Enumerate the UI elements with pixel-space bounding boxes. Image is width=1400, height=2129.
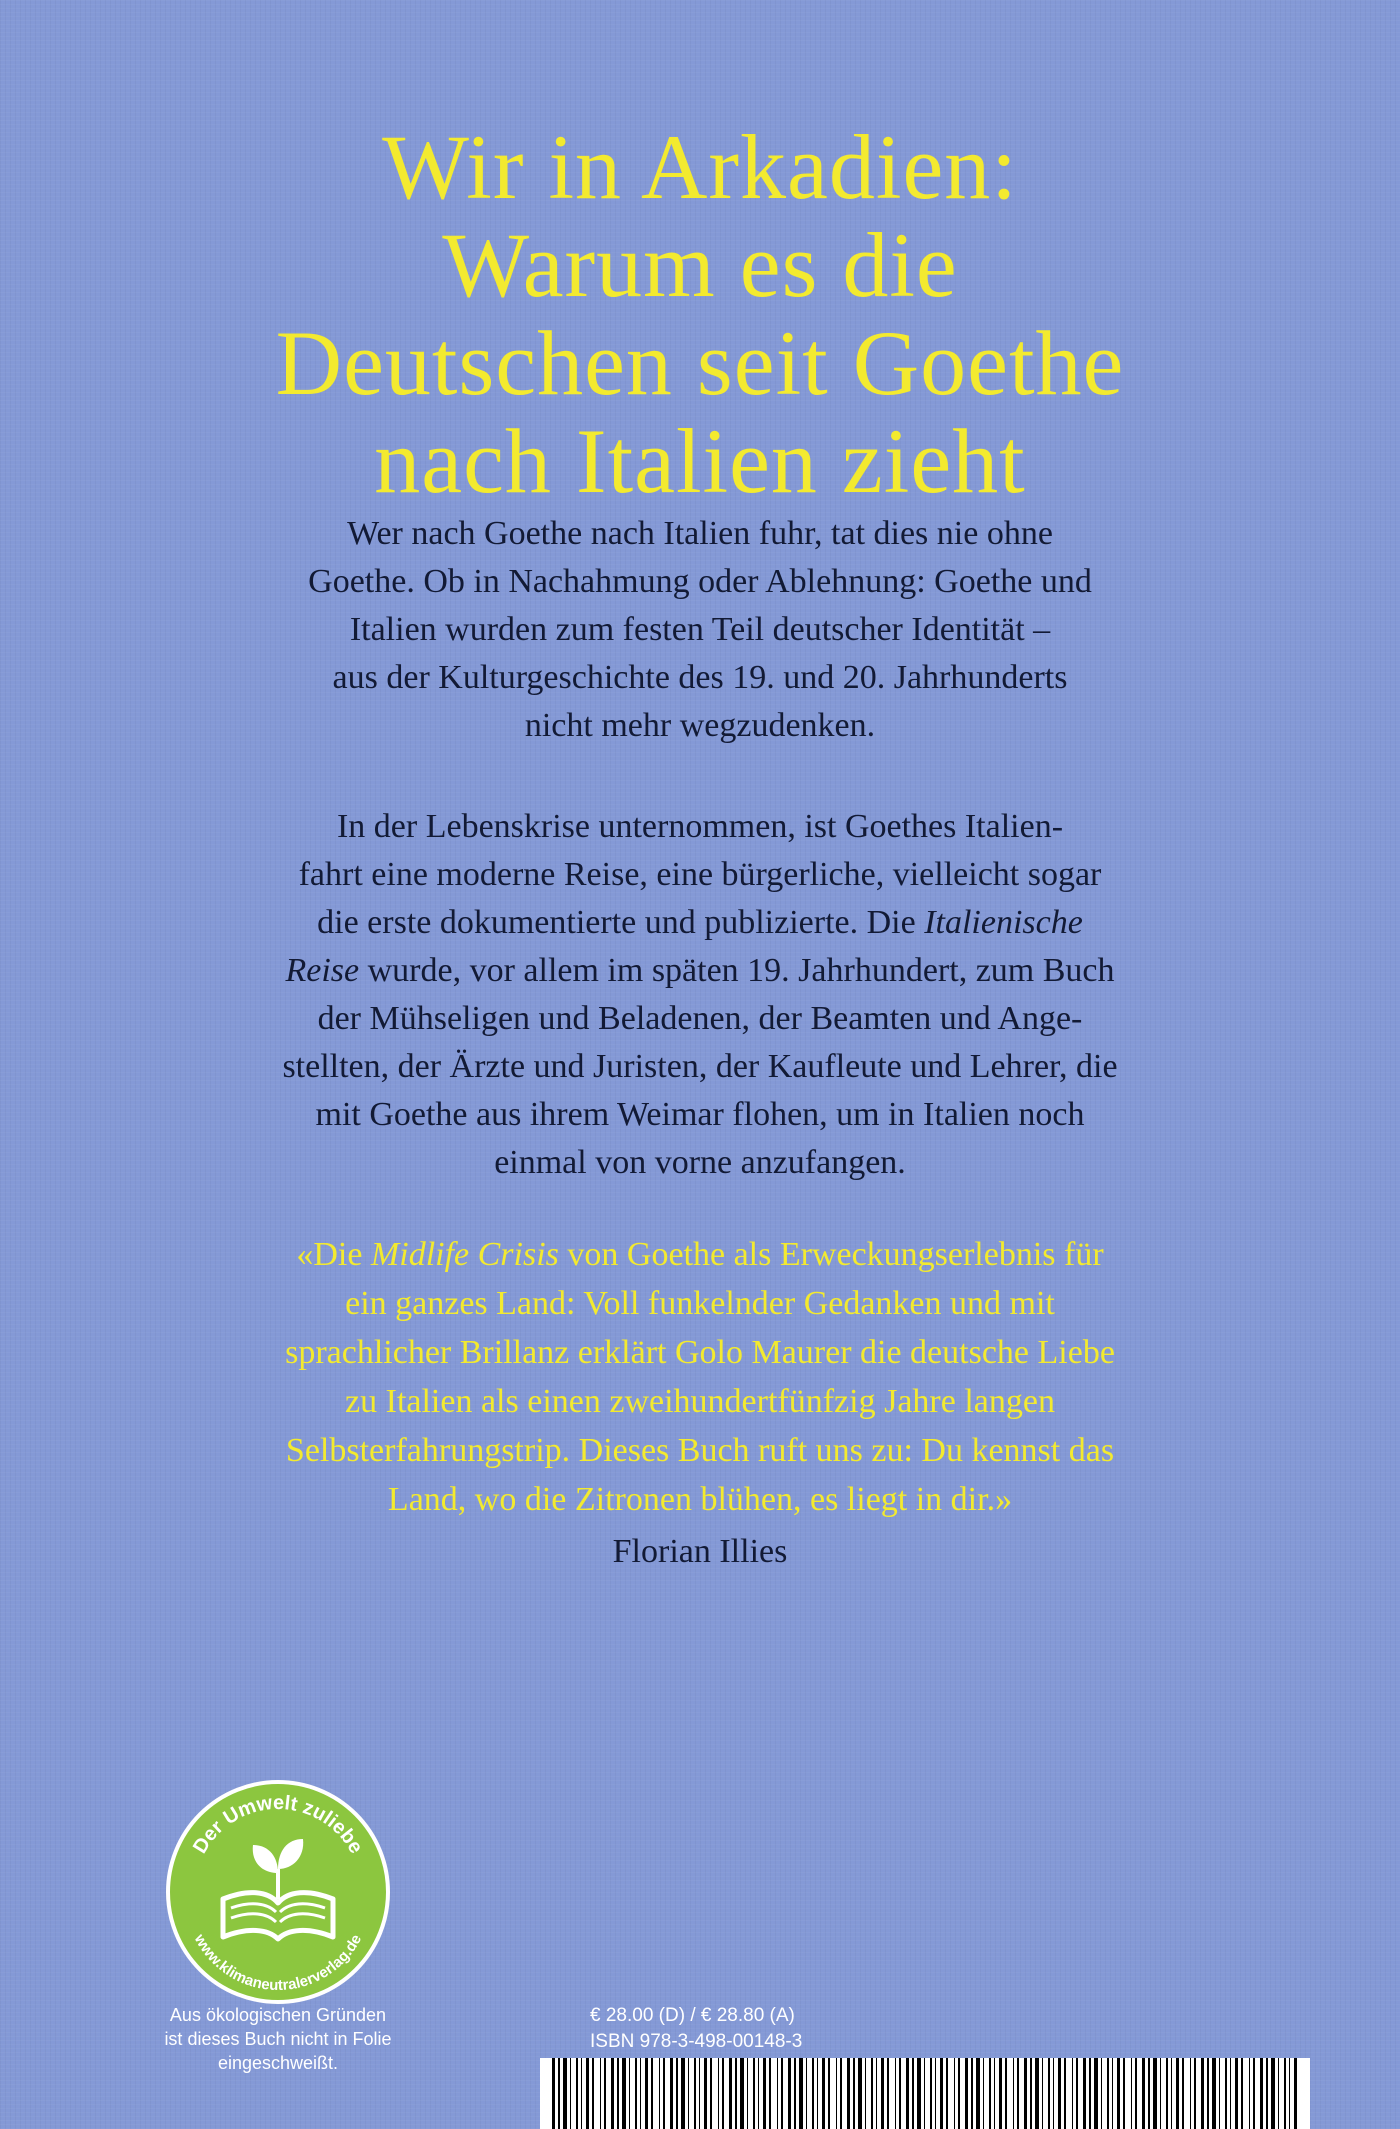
headline-line: Warum es die [442,214,958,316]
isbn-label: ISBN 978-3-498-00148-3 [590,2031,803,2052]
barcode-bar [586,2058,589,2129]
barcode-bar [681,2058,685,2129]
price-info [590,2003,950,2055]
barcode-bar [1235,2058,1238,2129]
quote-italic: Midlife Crisis [370,1236,559,1273]
paragraph-line: fahrt eine moderne Reise, eine bürgerliche, vielleicht sogar [298,856,1102,893]
barcode-bar [881,2058,884,2129]
barcode-bar [1131,2058,1132,2129]
headline [0,118,1400,510]
barcode-bar [777,2058,778,2129]
barcode-bar [1035,2058,1039,2129]
quote-author: Florian Illies [612,1533,788,1570]
barcode-bar [611,2058,614,2129]
barcode-bar [1271,2058,1275,2129]
barcode-bar [794,2058,796,2129]
eco-note-line: eingeschweißt. [217,2053,339,2073]
barcode-bar [871,2058,873,2129]
barcode-bar [1089,2058,1091,2129]
barcode-bar [1171,2058,1172,2129]
barcode-bar [758,2058,759,2129]
barcode-bar [1182,2058,1184,2129]
barcode-bar [924,2058,925,2129]
eco-badge [163,1777,393,2007]
paragraph-line: aus der Kulturgeschichte des 19. und 20. Jahrhunderts [332,659,1068,696]
barcode-bar [840,2058,842,2129]
barcode-bar [940,2058,943,2129]
barcode-bar [989,2058,991,2129]
barcode-bar [1249,2058,1250,2129]
eco-badge-graphic [163,1777,393,2007]
barcode-bar [1107,2058,1109,2129]
barcode-bar [806,2058,807,2129]
barcode-bar [769,2058,771,2129]
barcode-bar [640,2058,641,2129]
paragraph-line: Wer nach Goethe nach Italien fuhr, tat dies nie ohne [347,515,1053,552]
paragraph-line: Goethe. Ob in Nachahmung oder Ablehnung: Goethe und [308,563,1092,600]
barcode-bar [1260,2058,1263,2129]
paragraph-line: mit Goethe aus ihrem Weimar flohen, um in Italien noch [315,1096,1085,1133]
barcode-bar [1148,2058,1150,2129]
barcode-bar [1225,2058,1227,2129]
barcode-bar [1284,2058,1286,2129]
review-quote [160,1230,1240,1524]
barcode-bar [1160,2058,1161,2129]
barcode-bar [576,2058,578,2129]
barcode-bar [1190,2058,1191,2129]
book-title-italic: Italienische [924,904,1083,941]
barcode-bar [965,2058,968,2129]
quote-line: Land, wo die Zitronen blühen, es liegt in dir.» [387,1481,1013,1518]
quote-line: sprachlicher Brillanz erklärt Golo Maurer die deutsche Liebe [285,1334,1115,1371]
barcode-bar [747,2058,748,2129]
barcode-bar [663,2058,665,2129]
barcode-bar [822,2058,825,2129]
barcode-bar [853,2058,855,2129]
barcode-bar [1112,2058,1113,2129]
barcode-bar [1064,2058,1066,2129]
barcode-bar [735,2058,737,2129]
eco-note-line: Aus ökologischen Gründen [169,2005,387,2025]
barcode-bar [1123,2058,1125,2129]
barcode-bar [887,2058,889,2129]
barcode-bar [1013,2058,1014,2129]
barcode-bar [999,2058,1002,2129]
barcode-bar [1048,2058,1050,2129]
barcode-bar [895,2058,896,2129]
barcode-bar [812,2058,814,2129]
barcode-bar [1135,2058,1137,2129]
barcode-bar [1212,2058,1216,2129]
barcode-bar [729,2058,732,2129]
barcode-bar [1253,2058,1255,2129]
price-label: € 28.00 (D) / € 28.80 (A) [590,2005,795,2026]
barcode-bar [1024,2058,1027,2129]
headline-line: Wir in Arkadien: [382,116,1018,218]
barcode-bar [954,2058,955,2129]
barcode-bar [876,2058,877,2129]
barcode-bar [976,2058,980,2129]
barcode-bar [699,2058,700,2129]
paragraph-line: einmal von vorne anzufangen. [494,1144,906,1181]
barcode-bar [617,2058,619,2129]
barcode-bar [1053,2058,1054,2129]
barcode-bar [1219,2058,1220,2129]
barcode-bar [704,2058,707,2129]
barcode-bar [645,2058,648,2129]
barcode-bar [592,2058,594,2129]
barcode-bar [1005,2058,1007,2129]
barcode-bar [688,2058,689,2129]
blurb-paragraph-2 [180,803,1220,1187]
barcode-bar [1266,2058,1268,2129]
barcode-bar [722,2058,724,2129]
headline-line: nach Italien zieht [374,410,1026,512]
barcode-bar [552,2058,555,2129]
paragraph-text: die erste dokumentierte und publizierte. Die [317,904,925,941]
blurb-paragraph-1 [180,510,1220,750]
headline-line: Deutschen seit Goethe [275,312,1125,414]
quote-line: ein ganzes Land: Voll funkelnder Gedanken und mit [345,1285,1055,1322]
paragraph-line [180,899,1220,947]
barcode-bar [912,2058,914,2129]
barcode-bar [563,2058,567,2129]
barcode-bar [858,2058,862,2129]
book-title-italic: Reise [285,952,360,989]
barcode-bar [1166,2058,1168,2129]
paragraph-line: der Mühseligen und Beladenen, der Beamten und Ange- [317,1000,1083,1037]
quote-line [160,1230,1240,1279]
barcode-graphic [540,2058,1310,2129]
barcode-bar [930,2058,932,2129]
barcode-bar [1101,2058,1102,2129]
barcode-bar [710,2058,712,2129]
barcode-bar [1176,2058,1179,2129]
barcode-bar [983,2058,984,2129]
barcode-bar [581,2058,582,2129]
barcode-bar [1117,2058,1120,2129]
paragraph-line: nicht mehr wegzudenken. [524,707,876,744]
barcode-bar [1230,2058,1231,2129]
quote-text: «Die [296,1236,371,1273]
barcode-bar [740,2058,744,2129]
barcode-bar [718,2058,719,2129]
barcode-bar [629,2058,630,2129]
barcode-bar [763,2058,766,2129]
barcode-bar [1076,2058,1078,2129]
paragraph-line: In der Lebenskrise unternommen, ist Goethes Italien- [336,808,1064,845]
barcode-bar [570,2058,571,2129]
barcode-bar [971,2058,973,2129]
paragraph-text: wurde, vor allem im späten 19. Jahrhundert, zum Buch [359,952,1115,989]
barcode-bar [600,2058,601,2129]
quote-line: zu Italien als einen zweihundertfünfzig Jahre langen [345,1383,1055,1420]
barcode-bar [1207,2058,1209,2129]
barcode-bar [865,2058,866,2129]
barcode-bar [828,2058,830,2129]
barcode-bar [1017,2058,1019,2129]
barcode-bar [604,2058,606,2129]
barcode-bar [906,2058,909,2129]
barcode-bar [847,2058,850,2129]
barcode-bar [1153,2058,1157,2129]
barcode-bar [788,2058,791,2129]
barcode-bar [946,2058,948,2129]
barcode-bar [694,2058,696,2129]
barcode-bar [676,2058,678,2129]
barcode-bar [1142,2058,1145,2129]
barcode-bar [1083,2058,1086,2129]
barcode-bar [1278,2058,1279,2129]
barcode-bar [917,2058,921,2129]
barcode-bar [1094,2058,1098,2129]
barcode-bar [1042,2058,1043,2129]
barcode-bar [1072,2058,1073,2129]
barcode-bar [1030,2058,1032,2129]
barcode-bar [935,2058,936,2129]
barcode-bar [651,2058,653,2129]
barcode-bar [817,2058,818,2129]
barcode-bar [635,2058,637,2129]
barcode-bar [1201,2058,1204,2129]
barcode-bar [622,2058,626,2129]
barcode-bar [781,2058,783,2129]
quote-text: von Goethe als Erweckungserlebnis für [558,1236,1104,1273]
barcode-bar [558,2058,560,2129]
barcode-bar [899,2058,901,2129]
barcode-bar [659,2058,660,2129]
barcode-bar [836,2058,837,2129]
badge-top-text: Der Umwelt zuliebe [188,1791,368,1858]
barcode-bar [1289,2058,1290,2129]
eco-note [118,2003,438,2075]
barcode-bar [958,2058,960,2129]
barcode-bar [1194,2058,1196,2129]
paragraph-line: Italien wurden zum festen Teil deutscher Identität – [349,611,1051,648]
eco-note-line: ist dieses Buch nicht in Folie [164,2029,392,2049]
quote-line: Selbsterfahrungstrip. Dieses Buch ruft uns zu: Du kennst das [285,1432,1115,1469]
paragraph-line: stellten, der Ärzte und Juristen, der Kaufleute und Lehrer, die [282,1048,1118,1085]
barcode-bar [753,2058,755,2129]
barcode [540,2058,1310,2129]
barcode-bar [1058,2058,1061,2129]
badge-bottom-text: www.klimaneutralerverlag.de [190,1931,366,1995]
barcode-bar [994,2058,995,2129]
barcode-bar [670,2058,673,2129]
barcode-bar [1294,2058,1297,2129]
barcode-bar [799,2058,803,2129]
barcode-bar [1241,2058,1243,2129]
paragraph-line [180,947,1220,995]
